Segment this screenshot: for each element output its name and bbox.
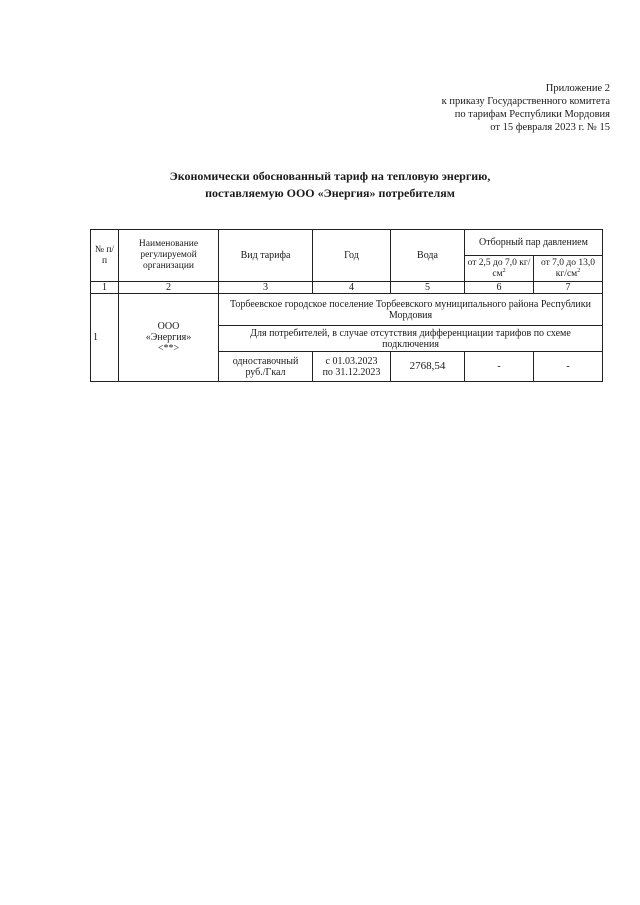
column-number: 2 bbox=[119, 282, 219, 294]
column-number: 1 bbox=[91, 282, 119, 294]
title-line-2: поставляемую ООО «Энергия» потребителям bbox=[205, 186, 455, 200]
header-steam-high-text: от 7,0 до 13,0 кг/см bbox=[541, 257, 595, 279]
title-line-1: Экономически обоснованный тариф на тепловую энергию, bbox=[169, 169, 491, 183]
appendix-header bbox=[310, 82, 610, 134]
tariff-type-cell bbox=[219, 352, 313, 382]
header-row-1 bbox=[91, 230, 603, 256]
consumer-note-cell: Для потребителей, в случае отсутствия дифференциации тарифов по схеме подключения bbox=[219, 326, 603, 352]
header-year: Год bbox=[313, 230, 391, 282]
tariff-table bbox=[90, 229, 603, 382]
appendix-committee: по тарифам Республики Мордовия bbox=[454, 109, 610, 120]
header-steam-low bbox=[465, 256, 534, 282]
header-water: Вода bbox=[391, 230, 465, 282]
period-line-1: с 01.03.2023 bbox=[325, 355, 378, 367]
appendix-date: от 15 февраля 2023 г. № 15 bbox=[490, 122, 610, 133]
org-name-line-3: <**> bbox=[157, 343, 180, 354]
column-number: 6 bbox=[465, 282, 534, 294]
tariff-type-line-1: одноставочный bbox=[232, 355, 299, 367]
column-number: 7 bbox=[534, 282, 603, 294]
header-steam: Отборный пар давлением bbox=[465, 230, 603, 256]
water-value-cell: 2768,54 bbox=[391, 352, 465, 382]
header-steam-low-sup: 2 bbox=[502, 267, 506, 274]
header-steam-low-text: от 2,5 до 7,0 кг/см bbox=[467, 257, 531, 279]
org-name-line-1: ООО bbox=[157, 321, 180, 332]
header-org: Наименование регулируемой организации bbox=[119, 230, 219, 282]
org-name-cell bbox=[119, 294, 219, 382]
period-cell bbox=[313, 352, 391, 382]
steam-low-value-cell: - bbox=[465, 352, 534, 382]
appendix-order-ref: к приказу Государственного комитета bbox=[441, 96, 610, 107]
header-steam-high-sup: 2 bbox=[577, 267, 581, 274]
region-cell: Торбеевское городское поселение Торбеевского муниципального района Республики Мордовия bbox=[219, 294, 603, 326]
org-name-line-2: «Энергия» bbox=[145, 332, 192, 343]
column-number: 3 bbox=[219, 282, 313, 294]
row-num: 1 bbox=[91, 294, 119, 382]
header-tariff-type: Вид тарифа bbox=[219, 230, 313, 282]
tariff-type-line-2: руб./Гкал bbox=[245, 366, 286, 378]
header-steam-high bbox=[534, 256, 603, 282]
region-row bbox=[91, 294, 603, 326]
column-number: 5 bbox=[391, 282, 465, 294]
period-line-2: по 31.12.2023 bbox=[322, 366, 381, 378]
document-title bbox=[90, 168, 570, 202]
steam-high-value-cell: - bbox=[534, 352, 603, 382]
header-num: № п/п bbox=[91, 230, 119, 282]
appendix-label: Приложение 2 bbox=[545, 83, 610, 94]
column-number: 4 bbox=[313, 282, 391, 294]
column-number-row bbox=[91, 282, 603, 294]
